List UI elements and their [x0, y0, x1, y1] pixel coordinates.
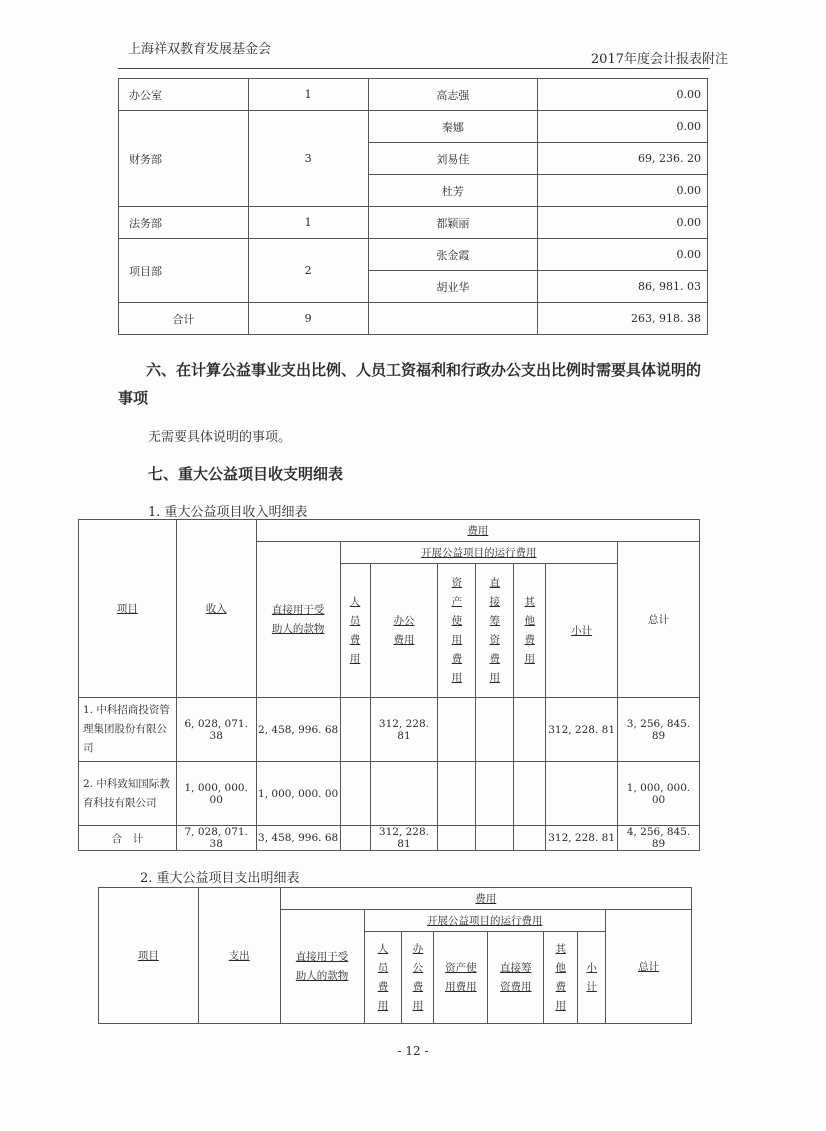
name-cell: 秦娜 [368, 111, 538, 143]
project-name: 2. 中科致知国际教育科技有限公司 [79, 762, 177, 826]
header-asset: 资产使用费用 [434, 932, 488, 1024]
header-other: 其他费用 [514, 564, 546, 698]
subtotal-cell [546, 762, 618, 826]
name-cell: 张金霞 [368, 239, 538, 271]
direct-cell: 1, 000, 000. 00 [256, 762, 340, 826]
other-cell [514, 698, 546, 762]
header-operating: 开展公益项目的运行费用 [340, 542, 617, 564]
header-asset: 资产使用费用 [438, 564, 476, 698]
header-office: 办公费用 [370, 564, 438, 698]
empty-cell [340, 826, 370, 851]
header-fees: 费用 [280, 888, 691, 910]
header-fundraising: 直接筹资费用 [476, 564, 514, 698]
header-office: 办公费用 [402, 932, 434, 1024]
table-row [119, 207, 708, 239]
header-total: 总计 [618, 542, 700, 698]
count-cell: 3 [248, 111, 368, 207]
header-project: 项目 [99, 888, 199, 1024]
header-personnel: 人员费用 [364, 932, 402, 1024]
total-row [119, 303, 708, 335]
income-table-caption: 1. 重大公益项目收入明细表 [148, 505, 308, 520]
total-cell: 1, 000, 000. 00 [618, 762, 700, 826]
table-row [79, 698, 700, 762]
total-label: 合计 [119, 303, 249, 335]
direct-cell: 2, 458, 996. 68 [256, 698, 340, 762]
fundraising-cell [476, 698, 514, 762]
total-label: 合 计 [79, 826, 177, 851]
header-other: 其他费用 [544, 932, 578, 1024]
dept-cell: 财务部 [119, 111, 249, 207]
amount-cell: 0.00 [538, 111, 708, 143]
total-cell: 3, 256, 845. 89 [618, 698, 700, 762]
header-direct: 直接用于受助人的款物 [280, 910, 364, 1024]
asset-cell [438, 762, 476, 826]
amount-cell: 0.00 [538, 207, 708, 239]
name-cell: 刘易佳 [368, 143, 538, 175]
personnel-cell [340, 698, 370, 762]
header-fees: 费用 [256, 520, 699, 542]
header-direct: 直接用于受助人的款物 [256, 542, 340, 698]
header-report-title: 2017年度会计报表附注 [590, 52, 728, 67]
header-expense: 支出 [198, 888, 280, 1024]
page-number: - 12 - [397, 1044, 429, 1058]
header-subtotal: 小计 [546, 564, 618, 698]
income-cell: 6, 028, 071. 38 [176, 698, 256, 762]
dept-cell: 项目部 [119, 239, 249, 303]
name-cell: 都颖丽 [368, 207, 538, 239]
section-6-heading: 六、在计算公益事业支出比例、人员工资福利和行政办公支出比例时需要具体说明的事项 [118, 361, 702, 407]
expense-table-caption: 2. 重大公益项目支出明细表 [140, 871, 300, 886]
amount-cell: 0.00 [538, 175, 708, 207]
empty-cell [514, 826, 546, 851]
amount-cell: 86, 981. 03 [538, 271, 708, 303]
header-divider [118, 68, 710, 69]
total-count: 9 [248, 303, 368, 335]
empty-cell [368, 303, 538, 335]
project-name: 1. 中科招商投资管理集团股份有限公司 [79, 698, 177, 762]
name-cell: 胡业华 [368, 271, 538, 303]
other-cell [514, 762, 546, 826]
asset-cell [438, 698, 476, 762]
count-cell: 1 [248, 207, 368, 239]
expense-detail-table [98, 887, 692, 1024]
name-cell: 高志强 [368, 79, 538, 111]
header-operating: 开展公益项目的运行费用 [364, 910, 606, 932]
amount-cell: 0.00 [538, 79, 708, 111]
header-total: 总计 [606, 910, 692, 1024]
staff-salary-table [118, 78, 708, 335]
table-row [119, 111, 708, 143]
amount-cell: 69, 236. 20 [538, 143, 708, 175]
total-income: 7, 028, 071. 38 [176, 826, 256, 851]
subtotal-cell: 312, 228. 81 [546, 698, 618, 762]
amount-cell: 0.00 [538, 239, 708, 271]
table-row [119, 239, 708, 271]
office-cell [370, 762, 438, 826]
total-total: 4, 256, 845. 89 [618, 826, 700, 851]
header-subtotal: 小计 [578, 932, 606, 1024]
total-amount: 263, 918. 38 [538, 303, 708, 335]
office-cell: 312, 228. 81 [370, 698, 438, 762]
total-office: 312, 228. 81 [370, 826, 438, 851]
section-6-body: 无需要具体说明的事项。 [148, 430, 292, 445]
income-detail-table [78, 519, 700, 851]
header-project: 项目 [79, 520, 177, 698]
fundraising-cell [476, 762, 514, 826]
header-personnel: 人员费用 [340, 564, 370, 698]
total-row [79, 826, 700, 851]
personnel-cell [340, 762, 370, 826]
empty-cell [476, 826, 514, 851]
income-cell: 1, 000, 000. 00 [176, 762, 256, 826]
count-cell: 1 [248, 79, 368, 111]
header-fundraising: 直接筹资费用 [488, 932, 544, 1024]
total-direct: 3, 458, 996. 68 [256, 826, 340, 851]
total-subtotal: 312, 228. 81 [546, 826, 618, 851]
name-cell: 杜芳 [368, 175, 538, 207]
section-7-heading: 七、重大公益项目收支明细表 [148, 465, 344, 483]
table-row [119, 79, 708, 111]
dept-cell: 办公室 [119, 79, 249, 111]
dept-cell: 法务部 [119, 207, 249, 239]
empty-cell [438, 826, 476, 851]
table-row [79, 762, 700, 826]
count-cell: 2 [248, 239, 368, 303]
header-income: 收入 [176, 520, 256, 698]
header-org-name: 上海祥双教育发展基金会 [128, 42, 272, 57]
